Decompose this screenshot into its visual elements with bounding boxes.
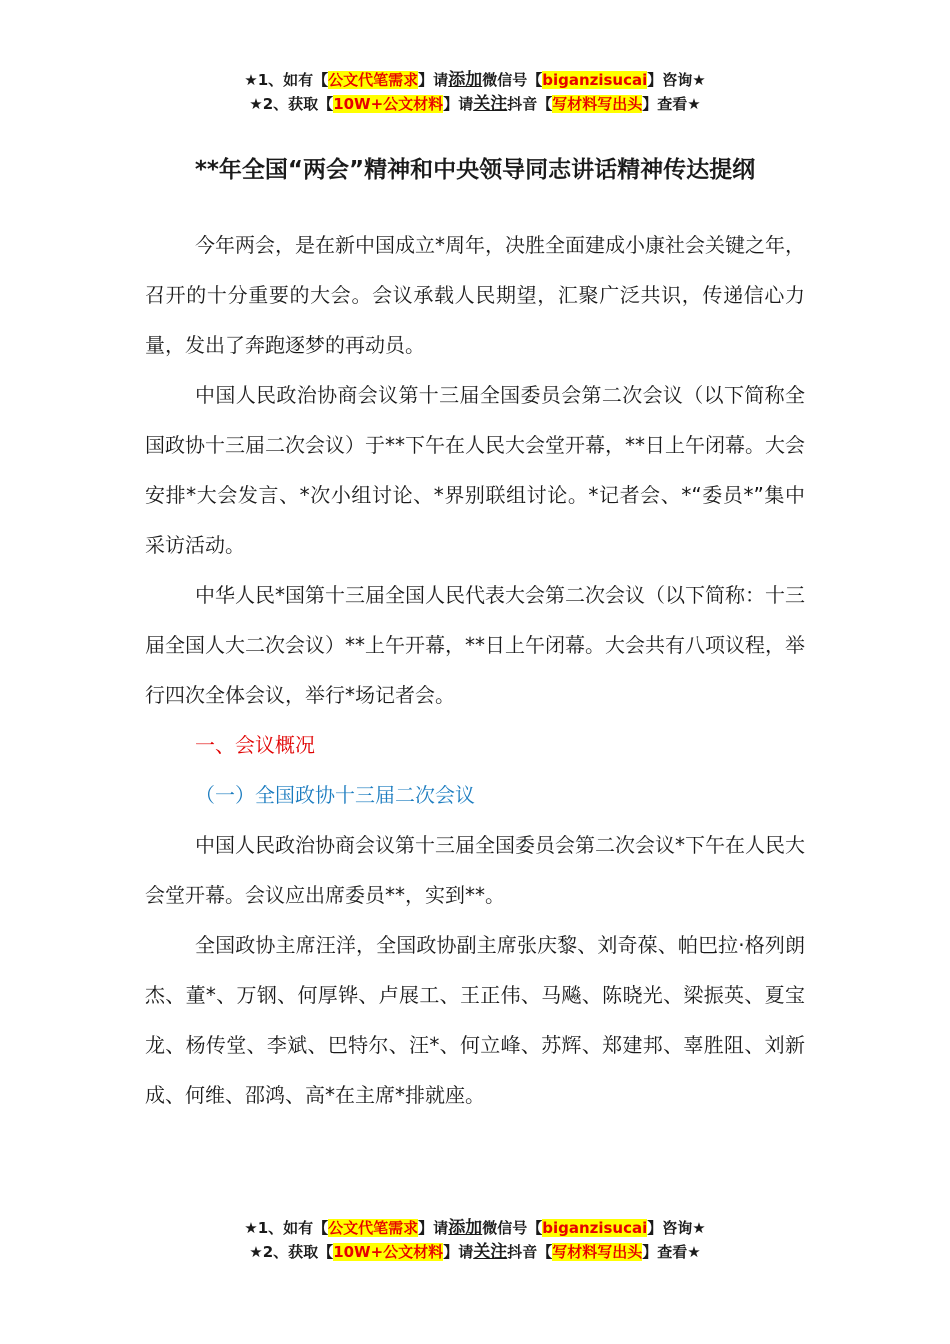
promo-text: ★1、如有【 [244,71,329,89]
promo-highlight: 公文代笔需求 [328,1219,419,1237]
promo-text: 】咨询★ [647,1219,706,1237]
promo-text: 】请 [418,1219,449,1237]
body-paragraph: 中华人民*国第十三届全国人民代表大会第二次会议（以下简称：十三届全国人大二次会议）**上午开幕，**日上午闭幕。大会共有八项议程，举行四次全体会议，举行*场记者会。 [145,583,805,707]
body-paragraph: 中国人民政治协商会议第十三届全国委员会第二次会议（以下简称全国政协十三届二次会议）于**下午在人民大会堂开幕，**日上午闭幕。大会安排*大会发言、*次小组讨论、*界别联组讨论。*记者会、*“委员*”集中采访活动。 [145,383,805,557]
promo-text: 微信号【 [482,1219,543,1237]
promo-line-2 [0,92,950,116]
body-paragraph: 今年两会，是在新中国成立*周年，决胜全面建成小康社会关键之年，召开的十分重要的大会。会议承载人民期望，汇聚广泛共识，传递信心力量，发出了奔跑逐梦的再动员。 [145,233,805,357]
promo-text: ★2、获取【 [249,95,334,113]
document-title: **年全国“两会”精神和中央领导同志讲话精神传达提纲 [194,157,756,183]
promo-highlight: 写材料写出头 [552,1243,643,1261]
promo-line-1 [0,1216,950,1240]
promo-underline: 关注 [473,94,508,114]
promo-highlight: 10W+公文材料 [333,1243,444,1261]
subsection-heading: （一）全国政协十三届二次会议 [195,783,475,807]
promo-underline: 添加 [448,1218,483,1238]
promo-text: 】请 [418,71,449,89]
promo-underline: 添加 [448,70,483,90]
top-promo-banner [0,68,950,116]
promo-text: 】请 [443,95,474,113]
promo-text: ★2、获取【 [249,1243,334,1261]
promo-text: 】查看★ [642,95,701,113]
promo-line-2 [0,1240,950,1264]
promo-highlight: 公文代笔需求 [328,71,419,89]
promo-text: 微信号【 [482,71,543,89]
body-paragraph: 中国人民政治协商会议第十三届全国委员会第二次会议*下午在人民大会堂开幕。会议应出席委员**，实到**。 [145,833,805,907]
promo-highlight: biganzisucai [542,1219,648,1237]
body-paragraph: 全国政协主席汪洋，全国政协副主席张庆黎、刘奇葆、帕巴拉·格列朗杰、董*、万钢、何厚铧、卢展工、王正伟、马飚、陈晓光、梁振英、夏宝龙、杨传堂、李斌、巴特尔、汪*、何立峰、苏辉、郑建邦、辜胜阻、刘新成、何维、邵鸿、高*在主席*排就座。 [145,933,805,1107]
promo-highlight: biganzisucai [542,71,648,89]
promo-text: 】咨询★ [647,71,706,89]
promo-text: ★1、如有【 [244,1219,329,1237]
promo-text: 】查看★ [642,1243,701,1261]
promo-text: 抖音【 [507,1243,553,1261]
promo-line-1 [0,68,950,92]
promo-highlight: 10W+公文材料 [333,95,444,113]
promo-underline: 关注 [473,1242,508,1262]
promo-highlight: 写材料写出头 [552,95,643,113]
promo-text: 】请 [443,1243,474,1261]
section-heading: 一、会议概况 [195,733,315,757]
bottom-promo-banner [0,1216,950,1264]
promo-text: 抖音【 [507,95,553,113]
document-body [145,220,805,1120]
